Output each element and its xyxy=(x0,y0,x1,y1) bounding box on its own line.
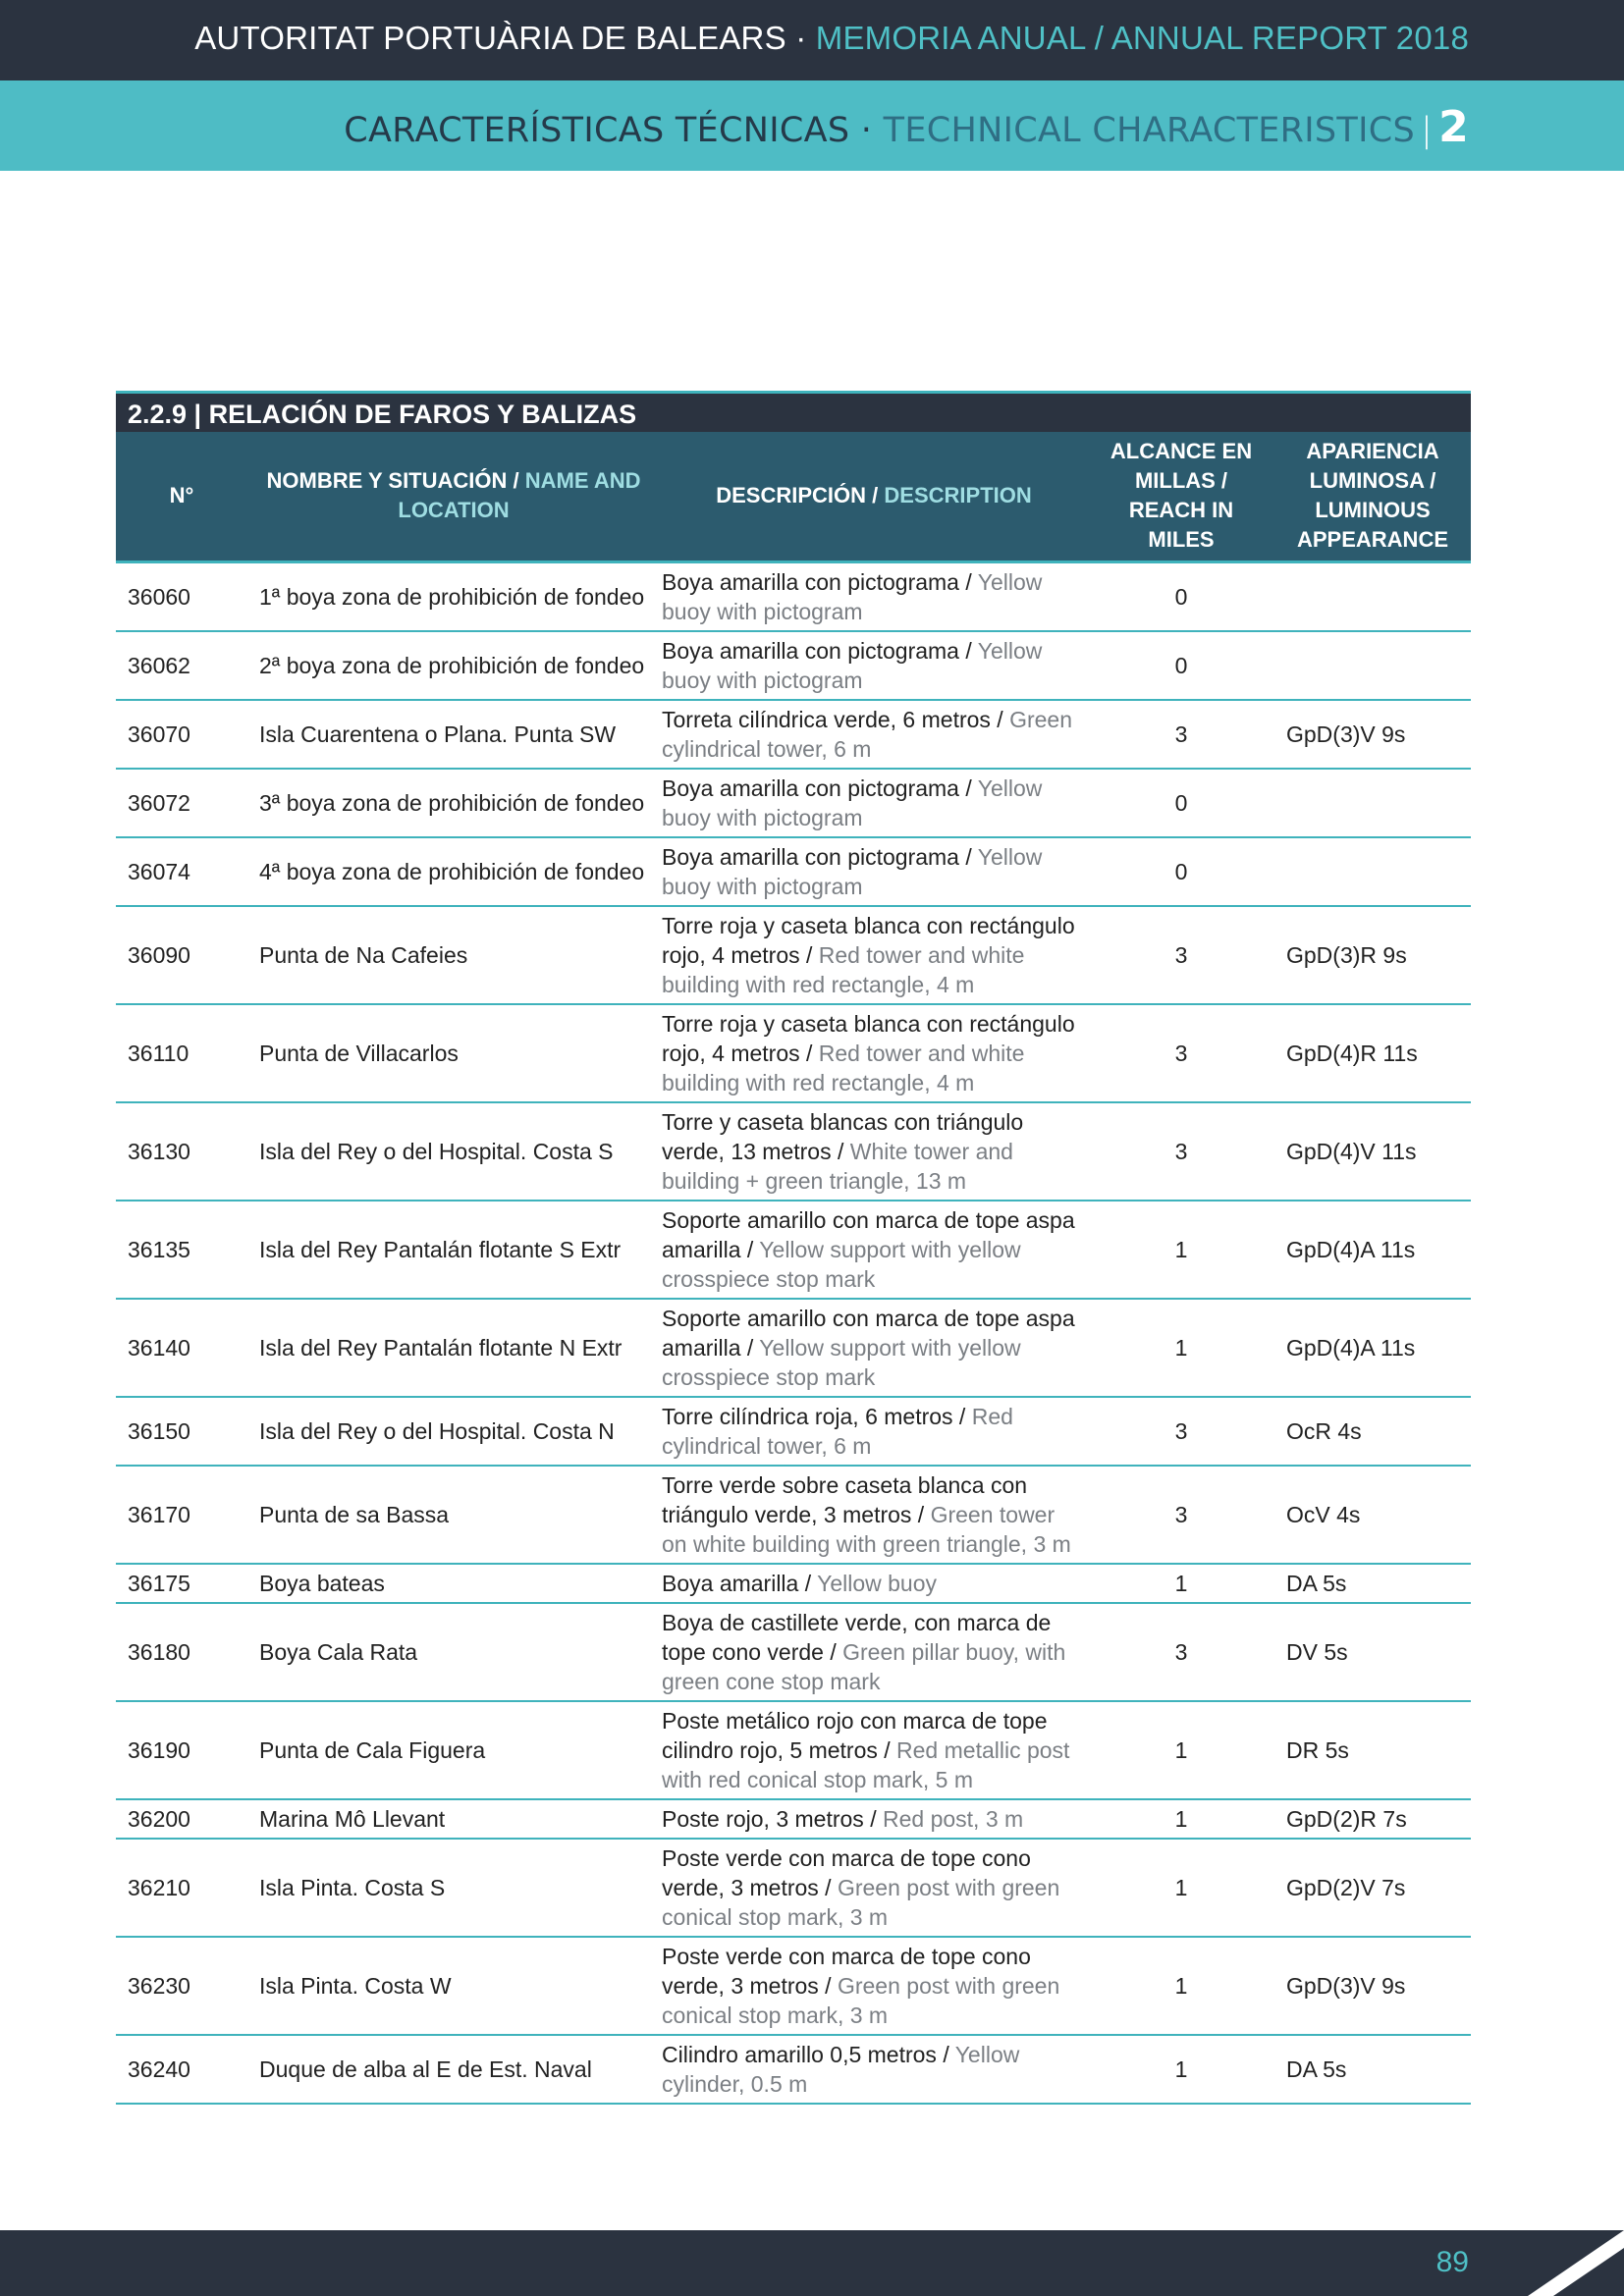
top-header-bar xyxy=(0,0,1624,80)
cell-number: 36240 xyxy=(116,2035,247,2104)
cell-reach: 0 xyxy=(1088,631,1274,700)
section-divider: | xyxy=(1420,111,1434,150)
cell-description xyxy=(660,1603,1088,1701)
cell-number: 36150 xyxy=(116,1397,247,1466)
cell-reach: 0 xyxy=(1088,837,1274,906)
cell-description xyxy=(660,1201,1088,1299)
description-en: Yellow support with yellow crosspiece stop mark xyxy=(662,1236,1021,1292)
cell-description xyxy=(660,2035,1088,2104)
cell-appearance: GpD(2)V 7s xyxy=(1274,1839,1471,1937)
cell-reach: 3 xyxy=(1088,1603,1274,1701)
cell-number: 36190 xyxy=(116,1701,247,1799)
cell-name: Isla del Rey Pantalán flotante S Extr xyxy=(247,1201,660,1299)
table-row xyxy=(116,1937,1471,2035)
description-en: Green cylindrical tower, 6 m xyxy=(662,706,1073,762)
report-title xyxy=(194,20,1469,57)
header-appearance: APARIENCIA LUMINOSA / LUMINOUS APPEARANCE xyxy=(1274,432,1471,561)
header-desc-es: DESCRIPCIÓN / xyxy=(716,483,879,508)
cell-reach: 1 xyxy=(1088,2035,1274,2104)
title-separator: · xyxy=(795,20,807,56)
cell-reach: 0 xyxy=(1088,561,1274,631)
description-es: Torre y caseta blancas con triángulo verde, 13 metros / xyxy=(662,1108,1024,1164)
cell-reach: 1 xyxy=(1088,1799,1274,1839)
cell-name: Isla del Rey o del Hospital. Costa S xyxy=(247,1102,660,1201)
footer-bar xyxy=(0,2230,1624,2296)
cell-appearance: GpD(4)A 11s xyxy=(1274,1299,1471,1397)
org-name: AUTORITAT PORTUÀRIA DE BALEARS xyxy=(194,20,786,56)
section-header-bar xyxy=(0,80,1624,171)
header-description xyxy=(660,432,1088,561)
cell-description xyxy=(660,1299,1088,1397)
description-es: Soporte amarillo con marca de tope aspa amarilla / xyxy=(662,1305,1075,1361)
cell-name: Isla del Rey Pantalán flotante N Extr xyxy=(247,1299,660,1397)
description-es: Poste verde con marca de tope cono verde, 3 metros / xyxy=(662,1844,1031,1900)
description-es: Soporte amarillo con marca de tope aspa amarilla / xyxy=(662,1206,1075,1262)
cell-appearance: DA 5s xyxy=(1274,2035,1471,2104)
lighthouse-table xyxy=(116,391,1471,2105)
description-en: Yellow buoy with pictogram xyxy=(662,637,1043,693)
cell-description xyxy=(660,769,1088,837)
cell-number: 36072 xyxy=(116,769,247,837)
cell-number: 36170 xyxy=(116,1466,247,1564)
cell-number: 36175 xyxy=(116,1564,247,1603)
cell-reach: 1 xyxy=(1088,1937,1274,2035)
cell-description xyxy=(660,1564,1088,1603)
cell-appearance xyxy=(1274,837,1471,906)
table-row xyxy=(116,1201,1471,1299)
cell-reach: 1 xyxy=(1088,1701,1274,1799)
description-es: Boya amarilla con pictograma / xyxy=(662,774,972,801)
cell-description xyxy=(660,1397,1088,1466)
cell-number: 36062 xyxy=(116,631,247,700)
cell-number: 36200 xyxy=(116,1799,247,1839)
cell-appearance: GpD(3)V 9s xyxy=(1274,1937,1471,2035)
table-row xyxy=(116,1004,1471,1102)
description-en: Yellow buoy with pictogram xyxy=(662,843,1043,899)
cell-reach: 0 xyxy=(1088,769,1274,837)
cell-description xyxy=(660,1004,1088,1102)
cell-appearance xyxy=(1274,769,1471,837)
cell-name: 2ª boya zona de prohibición de fondeo xyxy=(247,631,660,700)
description-en: Green post with green conical stop mark, 3 m xyxy=(662,1874,1060,1930)
cell-name: Punta de Villacarlos xyxy=(247,1004,660,1102)
description-en: Yellow buoy with pictogram xyxy=(662,774,1043,830)
description-es: Boya amarilla con pictograma / xyxy=(662,637,972,664)
cell-appearance xyxy=(1274,631,1471,700)
cell-description xyxy=(660,1839,1088,1937)
cell-name: Isla Cuarentena o Plana. Punta SW xyxy=(247,700,660,769)
cell-number: 36060 xyxy=(116,561,247,631)
section-title-en: TECHNICAL CHARACTERISTICS xyxy=(883,111,1415,150)
cell-appearance xyxy=(1274,561,1471,631)
description-es: Torre verde sobre caseta blanca con triángulo verde, 3 metros / xyxy=(662,1471,1028,1527)
cell-description xyxy=(660,1102,1088,1201)
table-row xyxy=(116,1299,1471,1397)
cell-description xyxy=(660,561,1088,631)
description-en: Yellow buoy xyxy=(817,1570,938,1596)
description-es: Boya amarilla / xyxy=(662,1570,812,1596)
description-es: Boya de castillete verde, con marca de tope cono verde / xyxy=(662,1609,1052,1665)
cell-appearance: GpD(4)R 11s xyxy=(1274,1004,1471,1102)
cell-description xyxy=(660,1701,1088,1799)
table-row xyxy=(116,1701,1471,1799)
cell-name: Marina Mô Llevant xyxy=(247,1799,660,1839)
cell-description xyxy=(660,700,1088,769)
description-es: Poste verde con marca de tope cono verde, 3 metros / xyxy=(662,1943,1031,1999)
cell-reach: 1 xyxy=(1088,1299,1274,1397)
cell-name: Punta de Cala Figuera xyxy=(247,1701,660,1799)
header-name-es: NOMBRE Y SITUACIÓN / xyxy=(266,468,519,494)
cell-description xyxy=(660,837,1088,906)
cell-number: 36230 xyxy=(116,1937,247,2035)
table-title: 2.2.9 | RELACIÓN DE FAROS Y BALIZAS xyxy=(116,391,1471,432)
description-en: Red tower and white building with red rectangle, 4 m xyxy=(662,1040,1025,1095)
table-row xyxy=(116,1466,1471,1564)
cell-number: 36070 xyxy=(116,700,247,769)
description-es: Torre roja y caseta blanca con rectángulo rojo, 4 metros / xyxy=(662,912,1075,968)
cell-reach: 1 xyxy=(1088,1201,1274,1299)
table-body xyxy=(116,561,1471,2104)
cell-appearance: DV 5s xyxy=(1274,1603,1471,1701)
cell-name: Isla Pinta. Costa W xyxy=(247,1937,660,2035)
cell-reach: 3 xyxy=(1088,906,1274,1004)
cell-number: 36110 xyxy=(116,1004,247,1102)
cell-number: 36135 xyxy=(116,1201,247,1299)
table-row xyxy=(116,561,1471,631)
table-row xyxy=(116,631,1471,700)
cell-description xyxy=(660,906,1088,1004)
cell-appearance: GpD(4)V 11s xyxy=(1274,1102,1471,1201)
cell-name: Isla del Rey o del Hospital. Costa N xyxy=(247,1397,660,1466)
table-row xyxy=(116,2035,1471,2104)
cell-reach: 3 xyxy=(1088,1004,1274,1102)
description-en: Yellow buoy with pictogram xyxy=(662,568,1043,624)
cell-reach: 1 xyxy=(1088,1564,1274,1603)
cell-description xyxy=(660,1799,1088,1839)
lights-table xyxy=(116,432,1471,2105)
cell-name: Punta de Na Cafeies xyxy=(247,906,660,1004)
page-number: 89 xyxy=(1435,2246,1469,2278)
cell-appearance: GpD(3)V 9s xyxy=(1274,700,1471,769)
header-no: N° xyxy=(116,432,247,561)
cell-name: 1ª boya zona de prohibición de fondeo xyxy=(247,561,660,631)
header-desc-en: DESCRIPTION xyxy=(884,483,1032,508)
cell-appearance: DR 5s xyxy=(1274,1701,1471,1799)
cell-appearance: GpD(2)R 7s xyxy=(1274,1799,1471,1839)
cell-appearance: OcR 4s xyxy=(1274,1397,1471,1466)
cell-number: 36180 xyxy=(116,1603,247,1701)
section-number: 2 xyxy=(1438,102,1469,152)
cell-number: 36130 xyxy=(116,1102,247,1201)
cell-name: Boya Cala Rata xyxy=(247,1603,660,1701)
cell-name: Isla Pinta. Costa S xyxy=(247,1839,660,1937)
report-title-slash: / xyxy=(1094,20,1105,56)
table-row xyxy=(116,1603,1471,1701)
cell-number: 36090 xyxy=(116,906,247,1004)
section-title xyxy=(344,102,1469,152)
description-en: White tower and building + green triangle, 13 m xyxy=(662,1138,1013,1194)
table-row xyxy=(116,1397,1471,1466)
description-en: Yellow cylinder, 0.5 m xyxy=(662,2041,1020,2097)
description-en: Green pillar buoy, with green cone stop mark xyxy=(662,1638,1066,1694)
cell-appearance: GpD(3)R 9s xyxy=(1274,906,1471,1004)
report-title-es: MEMORIA ANUAL xyxy=(815,20,1086,56)
cell-name: 3ª boya zona de prohibición de fondeo xyxy=(247,769,660,837)
header-reach: ALCANCE EN MILLAS / REACH IN MILES xyxy=(1088,432,1274,561)
description-es: Poste metálico rojo con marca de tope cilindro rojo, 5 metros / xyxy=(662,1707,1048,1763)
table-row xyxy=(116,700,1471,769)
cell-description xyxy=(660,631,1088,700)
description-en: Red cylindrical tower, 6 m xyxy=(662,1403,1013,1459)
cell-name: Punta de sa Bassa xyxy=(247,1466,660,1564)
cell-number: 36074 xyxy=(116,837,247,906)
description-en: Red tower and white building with red rectangle, 4 m xyxy=(662,941,1025,997)
section-title-es: CARACTERÍSTICAS TÉCNICAS · xyxy=(344,111,873,150)
table-row xyxy=(116,1799,1471,1839)
description-es: Boya amarilla con pictograma / xyxy=(662,568,972,595)
cell-description xyxy=(660,1937,1088,2035)
description-es: Torreta cilíndrica verde, 6 metros / xyxy=(662,706,1003,732)
cell-name: Boya bateas xyxy=(247,1564,660,1603)
header-name-en: NAME AND LOCATION xyxy=(398,468,641,523)
cell-reach: 3 xyxy=(1088,700,1274,769)
cell-name: Duque de alba al E de Est. Naval xyxy=(247,2035,660,2104)
cell-appearance: GpD(4)A 11s xyxy=(1274,1201,1471,1299)
report-title-en: ANNUAL REPORT 2018 xyxy=(1110,20,1469,56)
cell-number: 36140 xyxy=(116,1299,247,1397)
description-es: Poste rojo, 3 metros / xyxy=(662,1805,877,1832)
cell-reach: 3 xyxy=(1088,1397,1274,1466)
description-es: Cilindro amarillo 0,5 metros / xyxy=(662,2041,949,2067)
corner-stripe-decoration xyxy=(1506,2230,1624,2296)
table-row xyxy=(116,1839,1471,1937)
description-en: Red post, 3 m xyxy=(882,1805,1024,1832)
description-es: Boya amarilla con pictograma / xyxy=(662,843,972,870)
description-en: Green tower on white building with green triangle, 3 m xyxy=(662,1501,1071,1557)
cell-reach: 3 xyxy=(1088,1102,1274,1201)
table-row xyxy=(116,906,1471,1004)
cell-description xyxy=(660,1466,1088,1564)
table-header-row xyxy=(116,432,1471,561)
description-en: Yellow support with yellow crosspiece stop mark xyxy=(662,1334,1021,1390)
description-en: Green post with green conical stop mark, 3 m xyxy=(662,1972,1060,2028)
table-row xyxy=(116,1102,1471,1201)
description-es: Torre cilíndrica roja, 6 metros / xyxy=(662,1403,966,1429)
table-row xyxy=(116,837,1471,906)
description-es: Torre roja y caseta blanca con rectángulo rojo, 4 metros / xyxy=(662,1010,1075,1066)
cell-appearance: OcV 4s xyxy=(1274,1466,1471,1564)
description-en: Red metallic post with red conical stop mark, 5 m xyxy=(662,1736,1070,1792)
cell-reach: 1 xyxy=(1088,1839,1274,1937)
table-row xyxy=(116,1564,1471,1603)
cell-name: 4ª boya zona de prohibición de fondeo xyxy=(247,837,660,906)
cell-number: 36210 xyxy=(116,1839,247,1937)
header-name xyxy=(247,432,660,561)
cell-appearance: DA 5s xyxy=(1274,1564,1471,1603)
table-row xyxy=(116,769,1471,837)
cell-reach: 3 xyxy=(1088,1466,1274,1564)
